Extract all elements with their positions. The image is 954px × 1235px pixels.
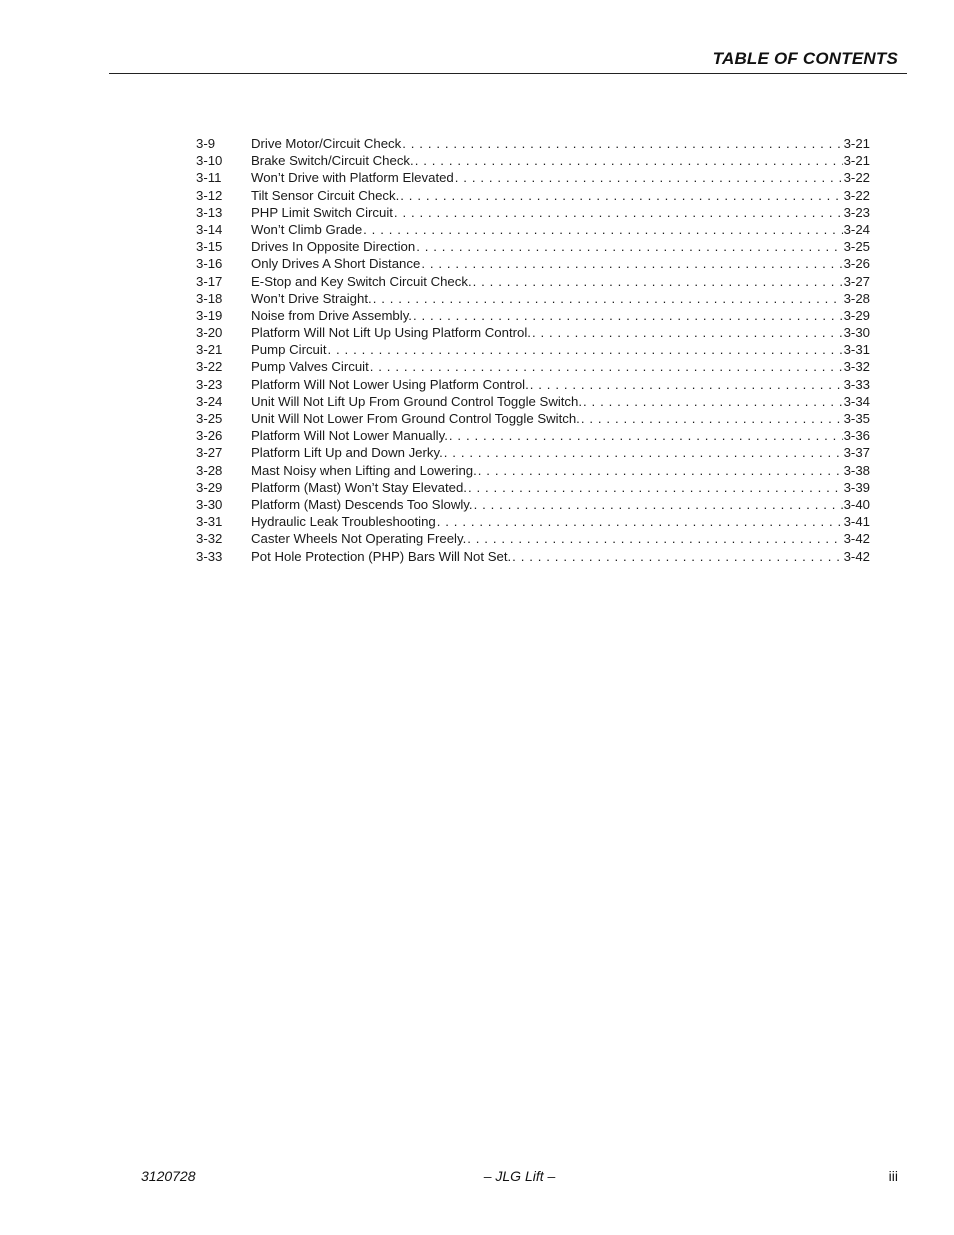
toc-entry-title[interactable]: Noise from Drive Assembly.: [251, 307, 412, 323]
toc-dot-leader: [437, 513, 843, 530]
toc-entry-number: 3-33: [196, 548, 223, 564]
header-divider: [109, 73, 907, 74]
toc-entry-title[interactable]: Hydraulic Leak Troubleshooting: [251, 514, 436, 530]
toc-entry-number: 3-20: [196, 325, 223, 341]
toc-entry-number: 3-25: [196, 411, 223, 426]
toc-entry-page[interactable]: 3-34: [843, 393, 870, 409]
toc-entry-page[interactable]: 3-29: [843, 307, 870, 323]
toc-entry-title[interactable]: Brake Switch/Circuit Check.: [251, 153, 414, 169]
toc-entry[interactable]: [196, 513, 870, 530]
toc-entry[interactable]: [196, 530, 870, 547]
toc-entry-title[interactable]: Platform Lift Up and Down Jerky.: [251, 445, 443, 461]
toc-entry-number: 3-15: [196, 239, 223, 255]
toc-entry-title[interactable]: Platform Will Not Lower Manually.: [251, 428, 448, 444]
toc-entry-number: 3-22: [196, 359, 223, 375]
toc-entry-number: 3-24: [196, 393, 223, 409]
toc-entry-page[interactable]: 3-36: [843, 428, 870, 444]
toc-entry-page[interactable]: 3-39: [843, 479, 870, 495]
page-footer: [141, 1168, 898, 1188]
toc-entry-title[interactable]: Platform Will Not Lift Up Using Platform Control.: [251, 325, 531, 341]
toc-entry[interactable]: [196, 324, 870, 341]
toc-dot-leader: [530, 376, 843, 393]
toc-entry-page[interactable]: 3-21: [843, 153, 870, 169]
toc-entry[interactable]: [196, 255, 870, 272]
toc-entry[interactable]: [196, 341, 870, 358]
toc-entry-page[interactable]: 3-42: [843, 531, 870, 547]
toc-entry-title[interactable]: Drive Motor/Circuit Check: [251, 136, 402, 151]
toc-entry-page[interactable]: 3-22: [843, 187, 870, 203]
toc-entry-page[interactable]: 3-24: [843, 221, 870, 237]
toc-dot-leader: [467, 530, 842, 547]
footer-center-text: – JLG Lift –: [483, 1168, 556, 1184]
toc-dot-leader: [581, 410, 843, 427]
toc-entry-title[interactable]: PHP Limit Switch Circuit: [251, 204, 393, 220]
toc-entry-page[interactable]: 3-31: [843, 342, 870, 358]
toc-dot-leader: [474, 496, 843, 513]
toc-dot-leader: [402, 135, 842, 152]
toc-entry-title[interactable]: Platform (Mast) Descends Too Slowly.: [251, 496, 473, 512]
toc-entry-number: 3-32: [196, 531, 223, 547]
toc-dot-leader: [478, 462, 843, 479]
toc-entry[interactable]: [196, 152, 870, 169]
toc-dot-leader: [532, 324, 843, 341]
toc-dot-leader: [400, 187, 842, 204]
toc-entry[interactable]: [196, 410, 870, 427]
toc-entry-number: 3-31: [196, 514, 223, 530]
toc-dot-leader: [415, 152, 843, 169]
toc-entry[interactable]: [196, 548, 870, 565]
toc-entry-page[interactable]: 3-37: [843, 445, 870, 461]
toc-dot-leader: [444, 444, 843, 461]
toc-dot-leader: [327, 341, 842, 358]
toc-dot-leader: [363, 221, 842, 238]
toc-entry[interactable]: [196, 307, 870, 324]
toc-entry-number: 3-29: [196, 479, 223, 495]
toc-entry[interactable]: [196, 187, 870, 204]
toc-entry[interactable]: [196, 393, 870, 410]
toc-dot-leader: [394, 204, 843, 221]
toc-entry-number: 3-23: [196, 376, 223, 392]
toc-entry-page[interactable]: 3-32: [843, 359, 870, 375]
toc-entry[interactable]: [196, 496, 870, 513]
toc-dot-leader: [421, 255, 842, 272]
toc-entry[interactable]: [196, 273, 870, 290]
toc-entry-title[interactable]: Won’t Climb Grade: [251, 221, 363, 237]
toc-entry[interactable]: [196, 290, 870, 307]
toc-entry-page[interactable]: 3-28: [843, 290, 870, 306]
toc-entry-page[interactable]: 3-22: [843, 170, 870, 186]
toc-dot-leader: [413, 307, 843, 324]
toc-entry[interactable]: [196, 204, 870, 221]
toc-entry-number: 3-28: [196, 462, 223, 478]
toc-entry[interactable]: [196, 427, 870, 444]
toc-dot-leader: [468, 479, 843, 496]
toc-entry-number: 3-13: [196, 204, 223, 220]
toc-entry-page[interactable]: 3-38: [843, 462, 870, 478]
toc-entry-number: 3-10: [196, 153, 223, 169]
toc-entry[interactable]: [196, 479, 870, 496]
footer-page-number: iii: [888, 1168, 898, 1184]
toc-entry[interactable]: [196, 238, 870, 255]
toc-dot-leader: [373, 290, 843, 307]
toc-entry-title[interactable]: E-Stop and Key Switch Circuit Check.: [251, 273, 472, 289]
toc-entry-number: 3-17: [196, 273, 223, 289]
toc-dot-leader: [583, 393, 843, 410]
toc-entry[interactable]: [196, 221, 870, 238]
toc-entry-page[interactable]: 3-42: [843, 548, 870, 564]
toc-entry-page[interactable]: 3-33: [843, 376, 870, 392]
toc-entry-number: 3-27: [196, 445, 223, 461]
toc-entry[interactable]: [196, 169, 870, 186]
toc-entry-title[interactable]: Unit Will Not Lift Up From Ground Control Toggle Switch.: [251, 393, 583, 409]
toc-dot-leader: [449, 427, 843, 444]
toc-entry[interactable]: [196, 444, 870, 461]
table-of-contents: [196, 135, 870, 565]
toc-entry-title[interactable]: Pot Hole Protection (PHP) Bars Will Not Set.: [251, 548, 512, 564]
toc-entry-number: 3-16: [196, 256, 223, 272]
toc-entry[interactable]: [196, 358, 870, 375]
toc-entry-page[interactable]: 3-25: [843, 239, 870, 255]
toc-entry-title[interactable]: Pump Valves Circuit: [251, 359, 369, 375]
toc-entry-page[interactable]: 3-26: [843, 256, 870, 272]
toc-entry-number: 3-21: [196, 342, 223, 358]
toc-entry-page[interactable]: 3-23: [843, 204, 870, 220]
toc-entry-number: 3-9: [196, 136, 216, 151]
toc-entry-page[interactable]: 3-40: [843, 496, 870, 512]
toc-dot-leader: [370, 358, 843, 375]
toc-entry-page[interactable]: 3-41: [843, 514, 870, 530]
toc-entry-title[interactable]: Drives In Opposite Direction: [251, 239, 416, 255]
toc-entry-number: 3-19: [196, 307, 223, 323]
toc-entry-title[interactable]: Won’t Drive Straight.: [251, 290, 372, 306]
toc-entry-page[interactable]: 3-35: [843, 411, 870, 426]
toc-entry-title[interactable]: Caster Wheels Not Operating Freely.: [251, 531, 467, 547]
page-title: TABLE OF CONTENTS: [712, 49, 898, 68]
toc-entry-title[interactable]: Platform Will Not Lower Using Platform Control.: [251, 376, 529, 392]
toc-entry-number: 3-30: [196, 496, 223, 512]
toc-entry-title[interactable]: Tilt Sensor Circuit Check.: [251, 187, 400, 203]
toc-entry-page[interactable]: 3-21: [843, 136, 870, 151]
toc-entry-page[interactable]: 3-27: [843, 273, 870, 289]
toc-entry-number: 3-12: [196, 187, 223, 203]
toc-entry-title[interactable]: Mast Noisy when Lifting and Lowering.: [251, 462, 477, 478]
toc-entry-title[interactable]: Only Drives A Short Distance: [251, 256, 421, 272]
toc-entry-number: 3-18: [196, 290, 223, 306]
toc-entry-number: 3-26: [196, 428, 223, 444]
footer-doc-number: 3120728: [141, 1168, 196, 1184]
toc-dot-leader: [473, 273, 843, 290]
toc-entry-page[interactable]: 3-30: [843, 325, 870, 341]
toc-entry-title[interactable]: Won’t Drive with Platform Elevated: [251, 170, 454, 186]
toc-entry-number: 3-14: [196, 221, 223, 237]
toc-entry[interactable]: [196, 135, 870, 152]
toc-entry[interactable]: [196, 462, 870, 479]
toc-entry[interactable]: [196, 376, 870, 393]
toc-entry-title[interactable]: Platform (Mast) Won’t Stay Elevated.: [251, 479, 467, 495]
toc-dot-leader: [455, 169, 843, 186]
toc-entry-title[interactable]: Unit Will Not Lower From Ground Control Toggle Switch.: [251, 411, 580, 426]
toc-entry-number: 3-11: [196, 170, 222, 186]
toc-dot-leader: [416, 238, 842, 255]
toc-dot-leader: [512, 548, 842, 565]
toc-entry-title[interactable]: Pump Circuit: [251, 342, 327, 358]
